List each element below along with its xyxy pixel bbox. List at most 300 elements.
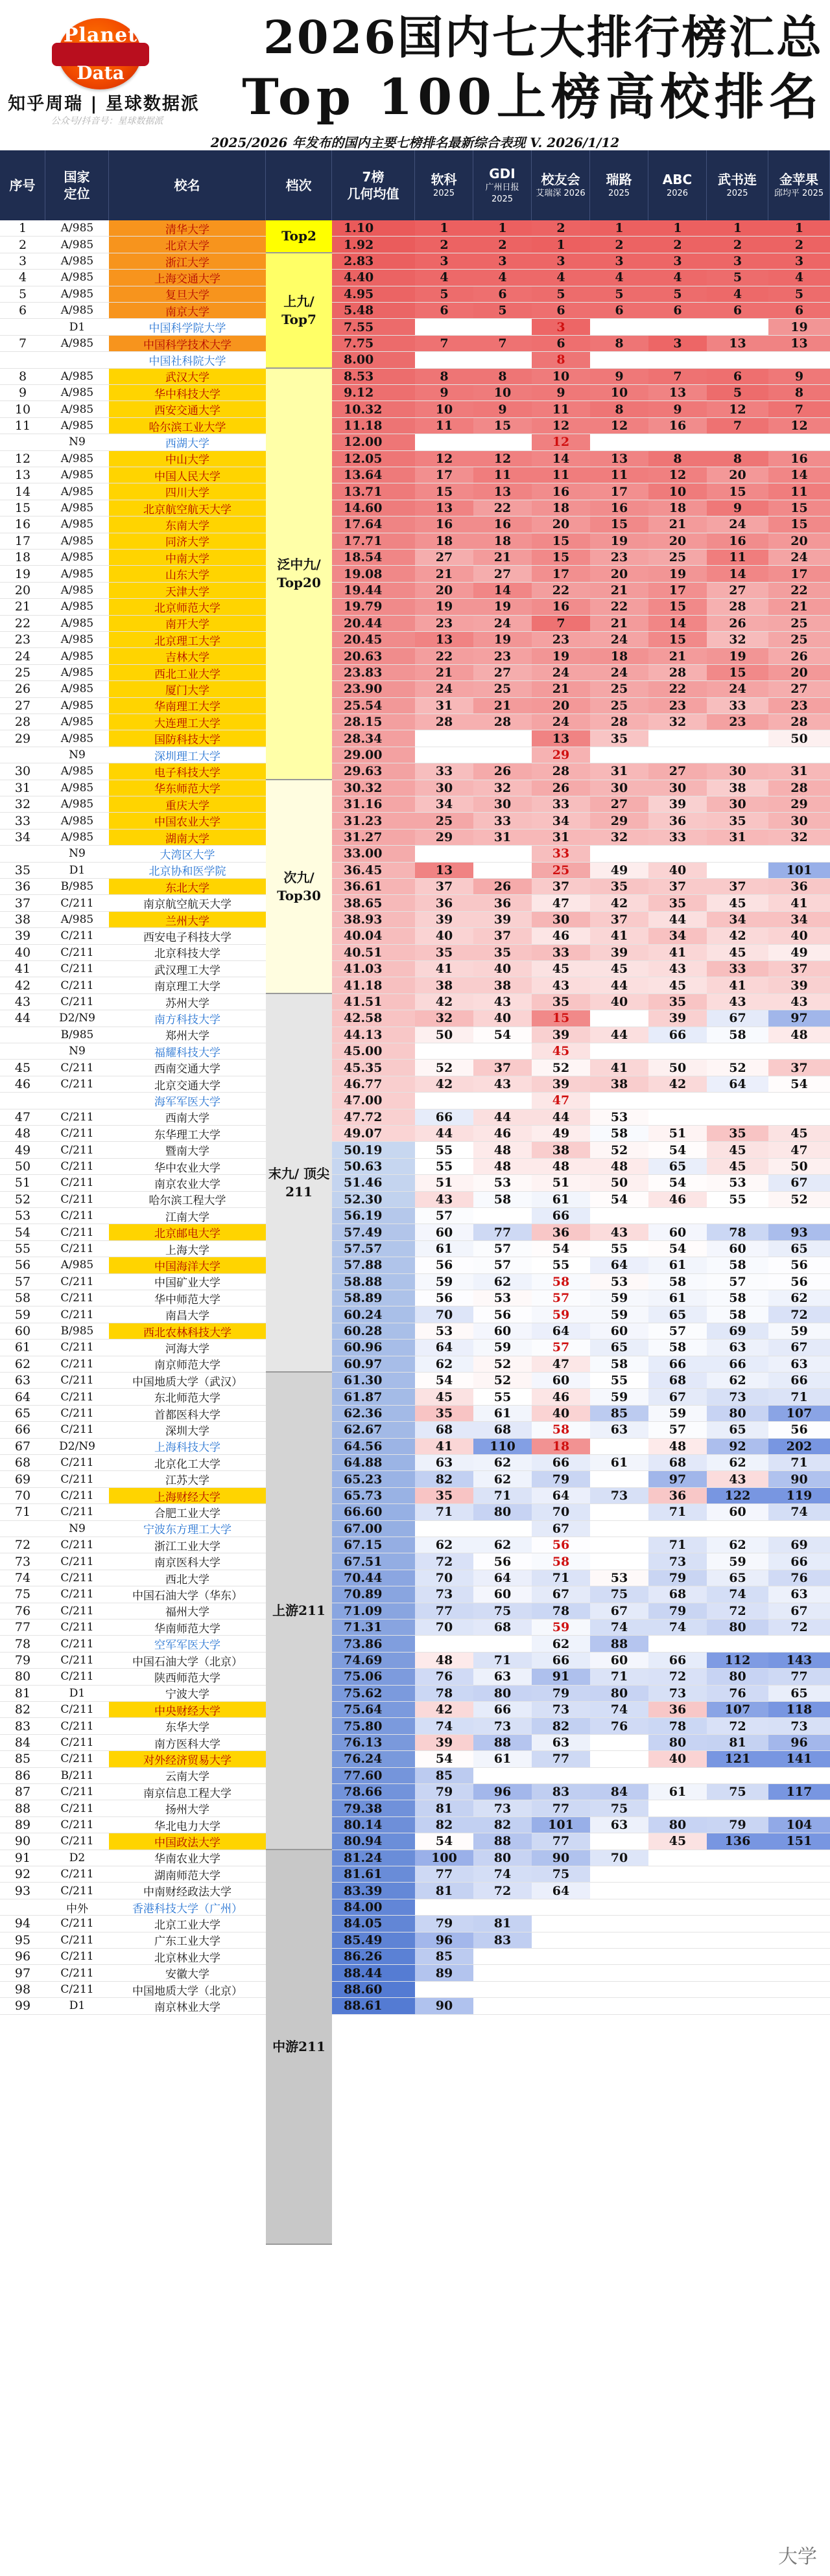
score-abc	[648, 1093, 707, 1109]
table-row	[0, 730, 830, 747]
score-rr: 5	[590, 286, 648, 303]
score-jpg: 43	[768, 994, 830, 1010]
score-rr: 48	[590, 1159, 648, 1175]
score-wsl: 80	[707, 1619, 768, 1636]
rank-cell: 23	[0, 632, 45, 648]
score-abc: 18	[648, 500, 707, 516]
score-abc: 21	[648, 648, 707, 664]
location-cell: A/985	[45, 714, 109, 730]
score-jpg: 32	[768, 830, 830, 846]
score-xyh: 64	[532, 1323, 590, 1340]
score-abc: 21	[648, 516, 707, 533]
score-gdi: 26	[473, 763, 532, 780]
score-rk: 45	[415, 1389, 473, 1405]
score-abc: 42	[648, 1076, 707, 1093]
rank-cell: 2	[0, 237, 45, 253]
rank-cell	[0, 1027, 45, 1043]
table-row	[0, 434, 830, 450]
geo-mean-cell: 8.00	[332, 352, 415, 368]
location-cell: N9	[45, 846, 109, 862]
score-rr	[590, 1965, 648, 1981]
geo-mean-cell: 41.03	[332, 961, 415, 977]
score-jpg: 30	[768, 813, 830, 829]
location-cell: A/985	[45, 912, 109, 928]
score-rr: 27	[590, 796, 648, 813]
rank-cell: 96	[0, 1949, 45, 1965]
score-wsl: 30	[707, 763, 768, 780]
column-header-label: 武书连	[718, 172, 757, 187]
table-row	[0, 1389, 830, 1405]
column-header-rr	[590, 150, 648, 220]
table-row	[0, 1537, 830, 1553]
rank-cell: 1	[0, 220, 45, 237]
score-gdi: 3	[473, 253, 532, 270]
school-name-cell: 北京大学	[109, 237, 266, 253]
table-row	[0, 1208, 830, 1224]
location-cell: A/985	[45, 336, 109, 352]
score-rk: 20	[415, 583, 473, 599]
score-wsl: 24	[707, 681, 768, 697]
score-jpg: 101	[768, 863, 830, 879]
score-xyh: 45	[532, 961, 590, 977]
geo-mean-cell: 44.13	[332, 1027, 415, 1043]
table-row	[0, 1488, 830, 1504]
score-wsl: 45	[707, 1142, 768, 1158]
score-rr: 16	[590, 500, 648, 516]
location-cell: D2/N9	[45, 1010, 109, 1027]
score-xyh: 64	[532, 1488, 590, 1504]
score-wsl: 41	[707, 977, 768, 993]
rank-cell: 31	[0, 780, 45, 796]
score-rr: 31	[590, 763, 648, 780]
score-rr: 73	[590, 1488, 648, 1504]
score-rk: 55	[415, 1159, 473, 1175]
table-row	[0, 336, 830, 352]
score-wsl: 33	[707, 961, 768, 977]
geo-mean-cell: 47.00	[332, 1093, 415, 1109]
score-rr: 71	[590, 1669, 648, 1685]
score-rr	[590, 1504, 648, 1520]
score-abc: 10	[648, 483, 707, 500]
score-rk	[415, 1521, 473, 1537]
location-cell: A/985	[45, 550, 109, 566]
score-rk	[415, 1093, 473, 1109]
table-row	[0, 928, 830, 944]
school-name-cell: 东南大学	[109, 516, 266, 533]
score-gdi: 74	[473, 1866, 532, 1883]
page-title-2: Top 100上榜高校排名	[242, 68, 824, 126]
score-wsl: 24	[707, 516, 768, 533]
score-rr: 54	[590, 1192, 648, 1208]
school-name-cell: 上海交通大学	[109, 270, 266, 286]
table-row	[0, 352, 830, 368]
score-gdi: 31	[473, 830, 532, 846]
location-cell: A/985	[45, 632, 109, 648]
rank-cell: 33	[0, 813, 45, 829]
school-name-cell: 海军军医大学	[109, 1093, 266, 1109]
score-jpg	[768, 1093, 830, 1109]
score-jpg: 45	[768, 1126, 830, 1142]
score-xyh: 66	[532, 1455, 590, 1471]
score-rk: 11	[415, 418, 473, 434]
score-wsl: 59	[707, 1553, 768, 1570]
score-rk: 70	[415, 1306, 473, 1323]
school-name-cell: 南方科技大学	[109, 1010, 266, 1027]
school-name-cell: 南方医科大学	[109, 1735, 266, 1751]
table-row	[0, 1274, 830, 1290]
score-rr: 19	[590, 533, 648, 550]
score-xyh: 6	[532, 303, 590, 319]
rank-cell: 29	[0, 730, 45, 747]
location-cell: C/211	[45, 1306, 109, 1323]
location-cell: A/985	[45, 270, 109, 286]
score-jpg: 40	[768, 928, 830, 944]
score-abc: 35	[648, 895, 707, 911]
column-header-rk	[415, 150, 473, 220]
school-name-cell: 南京大学	[109, 303, 266, 319]
score-rr	[590, 1883, 648, 1899]
score-wsl: 75	[707, 1784, 768, 1800]
table-row	[0, 1175, 830, 1191]
rank-cell: 57	[0, 1274, 45, 1290]
score-wsl	[707, 1850, 768, 1866]
score-rr	[590, 1553, 648, 1570]
location-cell: C/211	[45, 1356, 109, 1373]
table-row	[0, 1998, 830, 2014]
score-xyh: 12	[532, 434, 590, 450]
page-subtitle: 2025/2026 年发布的国内主要七榜排名最新综合表现 V. 2026/1/12	[210, 135, 620, 150]
score-rr: 52	[590, 1142, 648, 1158]
score-wsl: 31	[707, 830, 768, 846]
geo-mean-cell: 36.61	[332, 879, 415, 895]
location-cell: C/211	[45, 1455, 109, 1471]
score-gdi: 21	[473, 550, 532, 566]
score-jpg: 29	[768, 796, 830, 813]
geo-mean-cell: 11.18	[332, 418, 415, 434]
score-rk: 71	[415, 1504, 473, 1520]
score-gdi: 55	[473, 1389, 532, 1405]
score-rr: 17	[590, 483, 648, 500]
rank-cell: 15	[0, 500, 45, 516]
score-abc	[648, 1949, 707, 1965]
score-rr: 25	[590, 681, 648, 697]
tier-cell: 泛中九/ Top20	[266, 369, 332, 780]
score-abc: 3	[648, 336, 707, 352]
score-rr: 30	[590, 780, 648, 796]
school-name-cell: 中国人民大学	[109, 467, 266, 483]
score-jpg	[768, 1949, 830, 1965]
school-name-cell: 空军军医大学	[109, 1636, 266, 1652]
table-row	[0, 1817, 830, 1833]
score-gdi: 21	[473, 698, 532, 714]
score-xyh: 30	[532, 912, 590, 928]
location-cell: C/211	[45, 1932, 109, 1949]
score-wsl: 34	[707, 912, 768, 928]
score-xyh: 3	[532, 253, 590, 270]
score-jpg: 37	[768, 961, 830, 977]
score-rr: 53	[590, 1274, 648, 1290]
score-jpg: 41	[768, 895, 830, 911]
location-cell: C/211	[45, 1389, 109, 1405]
score-rk: 28	[415, 714, 473, 730]
score-wsl: 76	[707, 1686, 768, 1702]
geo-mean-cell: 17.64	[332, 516, 415, 533]
location-cell: C/211	[45, 1471, 109, 1487]
score-gdi: 27	[473, 566, 532, 582]
score-abc: 41	[648, 945, 707, 961]
school-name-cell: 合肥工业大学	[109, 1504, 266, 1520]
score-rr: 65	[590, 1340, 648, 1356]
score-rr: 88	[590, 1636, 648, 1652]
location-cell: C/211	[45, 1406, 109, 1422]
score-rr: 80	[590, 1686, 648, 1702]
score-xyh: 15	[532, 533, 590, 550]
score-abc: 78	[648, 1718, 707, 1734]
score-rk	[415, 1636, 473, 1652]
score-rr: 64	[590, 1257, 648, 1273]
school-name-cell: 国防科技大学	[109, 730, 266, 747]
score-rk: 85	[415, 1768, 473, 1784]
score-jpg	[768, 1109, 830, 1126]
score-rk: 48	[415, 1653, 473, 1669]
rank-cell: 4	[0, 270, 45, 286]
score-xyh: 11	[532, 401, 590, 417]
score-jpg: 17	[768, 566, 830, 582]
score-jpg: 67	[768, 1603, 830, 1619]
score-gdi: 80	[473, 1686, 532, 1702]
location-cell: A/985	[45, 516, 109, 533]
score-xyh: 91	[532, 1669, 590, 1685]
score-wsl: 20	[707, 467, 768, 483]
score-jpg: 67	[768, 1175, 830, 1191]
school-name-cell: 清华大学	[109, 220, 266, 237]
score-rk: 21	[415, 566, 473, 582]
score-gdi: 43	[473, 994, 532, 1010]
location-cell: C/211	[45, 1636, 109, 1652]
location-cell: A/985	[45, 730, 109, 747]
school-name-cell: 南京林业大学	[109, 1998, 266, 2014]
score-wsl: 60	[707, 1241, 768, 1257]
score-gdi	[473, 846, 532, 862]
score-xyh: 6	[532, 336, 590, 352]
score-gdi: 33	[473, 813, 532, 829]
page-title: 2026国内七大排行榜汇总	[263, 10, 824, 64]
score-rk: 64	[415, 1340, 473, 1356]
school-name-cell: 华中师范大学	[109, 1290, 266, 1306]
table-row	[0, 253, 830, 270]
geo-mean-cell: 76.13	[332, 1735, 415, 1751]
score-abc	[648, 1109, 707, 1126]
score-jpg	[768, 1899, 830, 1916]
score-rk: 31	[415, 698, 473, 714]
location-cell: C/211	[45, 977, 109, 993]
score-abc: 30	[648, 780, 707, 796]
score-rk: 76	[415, 1669, 473, 1685]
score-xyh: 59	[532, 1619, 590, 1636]
location-cell: A/985	[45, 303, 109, 319]
score-rk: 90	[415, 1998, 473, 2014]
score-wsl: 81	[707, 1735, 768, 1751]
score-gdi: 62	[473, 1537, 532, 1553]
footer-mark: 大学	[778, 2546, 817, 2568]
geo-mean-cell: 31.27	[332, 830, 415, 846]
score-wsl: 33	[707, 698, 768, 714]
geo-mean-cell: 84.05	[332, 1916, 415, 1932]
score-jpg: 107	[768, 1406, 830, 1422]
score-abc: 68	[648, 1455, 707, 1471]
school-name-cell: 复旦大学	[109, 286, 266, 303]
school-name-cell: 南京农业大学	[109, 1175, 266, 1191]
table-row	[0, 681, 830, 697]
score-xyh: 73	[532, 1702, 590, 1718]
school-name-cell: 西北农林科技大学	[109, 1323, 266, 1340]
location-cell: C/211	[45, 1290, 109, 1306]
table-row	[0, 1471, 830, 1487]
score-rk: 63	[415, 1455, 473, 1471]
school-name-cell: 南京理工大学	[109, 977, 266, 993]
score-gdi: 9	[473, 401, 532, 417]
score-gdi: 30	[473, 796, 532, 813]
geo-mean-cell: 23.83	[332, 665, 415, 681]
rank-cell: 10	[0, 401, 45, 417]
score-jpg: 54	[768, 1076, 830, 1093]
table-row	[0, 401, 830, 417]
school-name-cell: 南京师范大学	[109, 1356, 266, 1373]
school-name-cell: 福州大学	[109, 1603, 266, 1619]
score-xyh: 19	[532, 648, 590, 664]
rank-cell: 67	[0, 1439, 45, 1455]
score-jpg	[768, 1866, 830, 1883]
score-wsl: 30	[707, 796, 768, 813]
rank-cell: 73	[0, 1553, 45, 1570]
table-row	[0, 385, 830, 401]
score-wsl: 62	[707, 1373, 768, 1389]
score-jpg: 39	[768, 977, 830, 993]
score-jpg: 5	[768, 286, 830, 303]
tier-cell: 中游211	[266, 1850, 332, 2245]
score-rk: 77	[415, 1866, 473, 1883]
score-gdi: 40	[473, 961, 532, 977]
school-name-cell: 广东工业大学	[109, 1932, 266, 1949]
score-wsl: 67	[707, 1010, 768, 1027]
score-xyh	[532, 1768, 590, 1784]
score-jpg: 117	[768, 1784, 830, 1800]
score-xyh: 14	[532, 451, 590, 467]
column-header-name	[109, 150, 266, 220]
table-row	[0, 1010, 830, 1027]
location-cell: C/211	[45, 1817, 109, 1833]
geo-mean-cell: 19.08	[332, 566, 415, 582]
column-header-label: 7榜	[362, 169, 385, 185]
rank-cell: 40	[0, 945, 45, 961]
location-cell: D1	[45, 1686, 109, 1702]
location-cell: C/211	[45, 1373, 109, 1389]
score-jpg	[768, 1932, 830, 1949]
score-rk: 13	[415, 500, 473, 516]
geo-mean-cell: 56.19	[332, 1208, 415, 1224]
score-rk	[415, 730, 473, 747]
location-cell: C/211	[45, 1669, 109, 1685]
score-xyh: 63	[532, 1735, 590, 1751]
rank-cell: 85	[0, 1751, 45, 1767]
rank-cell: 21	[0, 599, 45, 615]
rank-cell: 32	[0, 796, 45, 813]
score-wsl: 43	[707, 994, 768, 1010]
score-gdi: 25	[473, 681, 532, 697]
score-jpg: 71	[768, 1389, 830, 1405]
score-wsl: 2	[707, 237, 768, 253]
score-abc: 66	[648, 1356, 707, 1373]
score-wsl: 1	[707, 220, 768, 237]
rank-cell: 83	[0, 1718, 45, 1734]
score-wsl	[707, 1093, 768, 1109]
score-gdi: 27	[473, 665, 532, 681]
geo-mean-cell: 20.45	[332, 632, 415, 648]
location-cell: A/985	[45, 483, 109, 500]
score-xyh: 39	[532, 1027, 590, 1043]
location-cell: B/985	[45, 879, 109, 895]
score-abc: 25	[648, 550, 707, 566]
school-name-cell: 东北大学	[109, 879, 266, 895]
school-name-cell: 中国科学技术大学	[109, 336, 266, 352]
score-wsl: 58	[707, 1027, 768, 1043]
score-gdi: 62	[473, 1274, 532, 1290]
score-xyh: 67	[532, 1521, 590, 1537]
rank-cell: 27	[0, 698, 45, 714]
score-xyh: 77	[532, 1833, 590, 1850]
score-wsl: 62	[707, 1537, 768, 1553]
score-gdi: 23	[473, 648, 532, 664]
score-jpg: 119	[768, 1488, 830, 1504]
table-row	[0, 1735, 830, 1751]
table-row	[0, 1603, 830, 1619]
school-name-cell: 华中农业大学	[109, 1159, 266, 1175]
score-xyh: 43	[532, 977, 590, 993]
score-xyh: 78	[532, 1603, 590, 1619]
score-rr: 21	[590, 583, 648, 599]
location-cell: C/211	[45, 1570, 109, 1586]
geo-mean-cell: 67.51	[332, 1553, 415, 1570]
school-name-cell: 北京科技大学	[109, 945, 266, 961]
score-jpg: 28	[768, 780, 830, 796]
score-rr	[590, 1093, 648, 1109]
score-wsl: 92	[707, 1439, 768, 1455]
score-gdi: 54	[473, 1027, 532, 1043]
rank-cell: 64	[0, 1389, 45, 1405]
school-name-cell: 厦门大学	[109, 681, 266, 697]
geo-mean-cell: 75.64	[332, 1702, 415, 1718]
column-header-label: 档次	[285, 178, 312, 193]
score-abc	[648, 1883, 707, 1899]
score-rr	[590, 434, 648, 450]
score-gdi: 13	[473, 483, 532, 500]
location-cell: C/211	[45, 1274, 109, 1290]
score-abc: 80	[648, 1817, 707, 1833]
score-abc: 60	[648, 1224, 707, 1240]
rank-cell: 78	[0, 1636, 45, 1652]
tier-cell: Top2	[266, 220, 332, 253]
score-wsl: 7	[707, 418, 768, 434]
score-wsl: 80	[707, 1669, 768, 1685]
score-jpg: 12	[768, 418, 830, 434]
geo-mean-cell: 75.06	[332, 1669, 415, 1685]
school-name-cell: 宁波大学	[109, 1686, 266, 1702]
score-rk: 59	[415, 1274, 473, 1290]
score-wsl	[707, 1208, 768, 1224]
rank-cell: 50	[0, 1159, 45, 1175]
geo-mean-cell: 25.54	[332, 698, 415, 714]
score-rk: 21	[415, 665, 473, 681]
